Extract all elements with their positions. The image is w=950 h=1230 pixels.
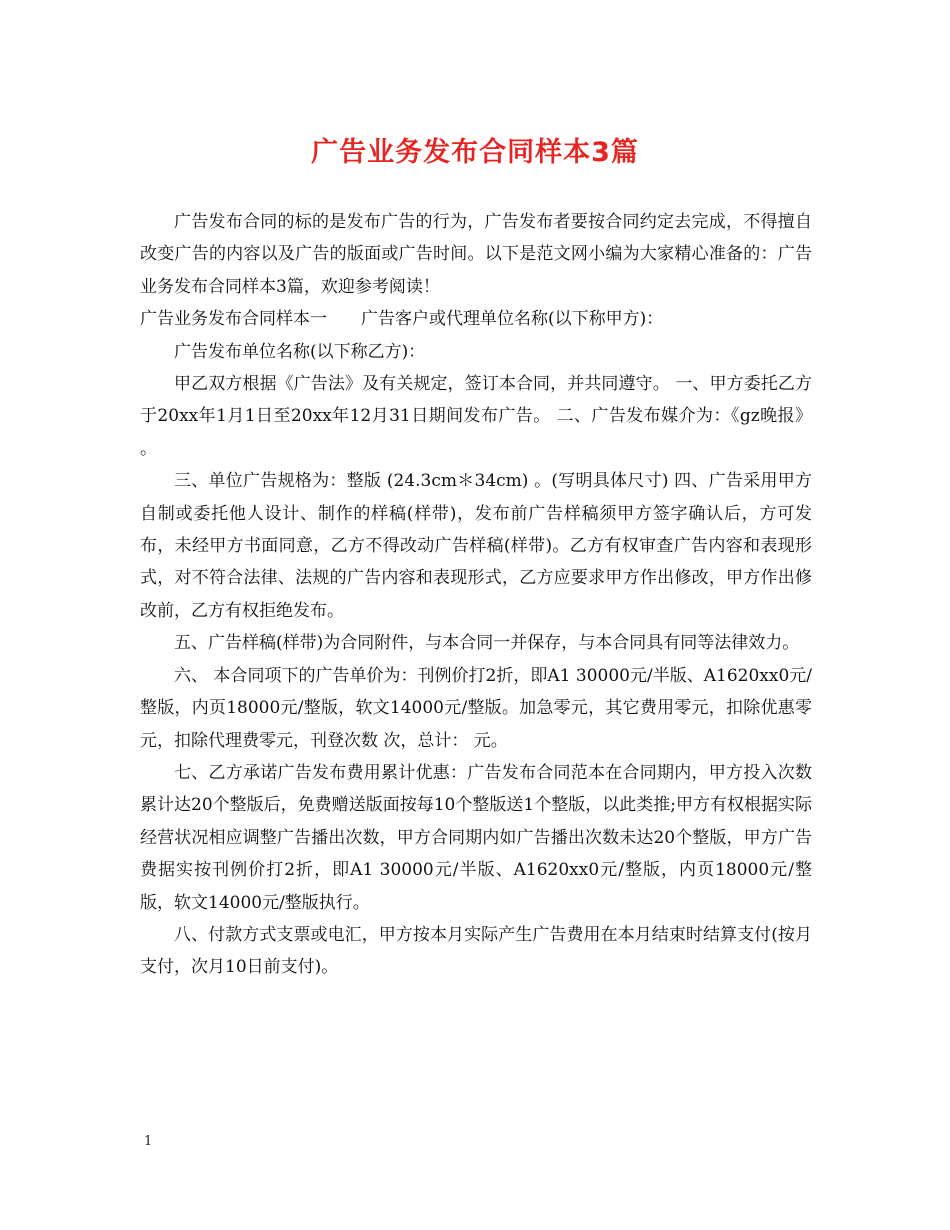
document-body bbox=[140, 206, 812, 984]
paragraph-clause-3-4: 三、单位广告规格为：整版 (24.3cm＊34cm) 。(写明具体尺寸) 四、广告采用甲方自制或委托他人设计、制作的样稿(样带)，发布前广告样稿须甲方签字确认后，方可发布，未经甲方书面同意，乙方不得改动广告样稿(样带)。乙方有权审查广告内容和表现形式，对不符合法律、法规的广告内容和表现形式，乙方应要求甲方作出修改，甲方作出修改前，乙方有权拒绝发布。 bbox=[140, 471, 812, 621]
paragraph-clause-6: 六、 本合同项下的广告单价为：刊例价打2折，即A1 30000元/半版、A1620xx0元/整版，内页18000元/整版，软文14000元/整版。加急零元，其它费用零元，扣除优惠零元，扣除代理费零元，刊登次数 次，总计： 元。 bbox=[140, 665, 812, 751]
page-number: 1 bbox=[144, 1134, 153, 1149]
paragraph-clause-8: 八、付款方式支票或电汇，甲方按本月实际产生广告费用在本月结束时结算支付(按月支付，次月10日前支付)。 bbox=[140, 924, 812, 978]
paragraph-clause-1-2: 甲乙双方根据《广告法》及有关规定，签订本合同，并共同遵守。 一、甲方委托乙方于20xx年1月1日至20xx年12月31日期间发布广告。 二、广告发布媒介为：《gz晚报》 。 bbox=[140, 374, 812, 459]
document-title: 广告业务发布合同样本3篇 bbox=[311, 137, 639, 168]
paragraph-clause-5: 五、广告样稿(样带)为合同附件，与本合同一并保存，与本合同具有同等法律效力。 bbox=[174, 633, 800, 654]
paragraph-intro: 广告发布合同的标的是发布广告的行为，广告发布者要按合同约定去完成，不得擅自改变广告的内容以及广告的版面或广告时间。以下是范文网小编为大家精心准备的：广告业务发布合同样本3篇，欢迎参考阅读！ bbox=[140, 212, 812, 297]
paragraph-party-b: 广告发布单位名称(以下称乙方)： bbox=[174, 341, 426, 362]
paragraph-clause-7: 七、乙方承诺广告发布费用累计优惠：广告发布合同范本在合同期内，甲方投入次数累计达20个整版后，免费赠送版面按每10个整版送1个整版，以此类推;甲方有权根据实际经营状况相应调整广告播出次数，甲方合同期内如广告播出次数未达20个整版，甲方广告费据实按刊例价打2折，即A1 30000元/半版、A1620xx0元/整版，内页18000元/整版，软文14000元/整版执行。 bbox=[140, 762, 812, 913]
paragraph-sample-one-heading: 广告业务发布合同样本一 广告客户或代理单位名称(以下称甲方)： bbox=[140, 309, 664, 330]
